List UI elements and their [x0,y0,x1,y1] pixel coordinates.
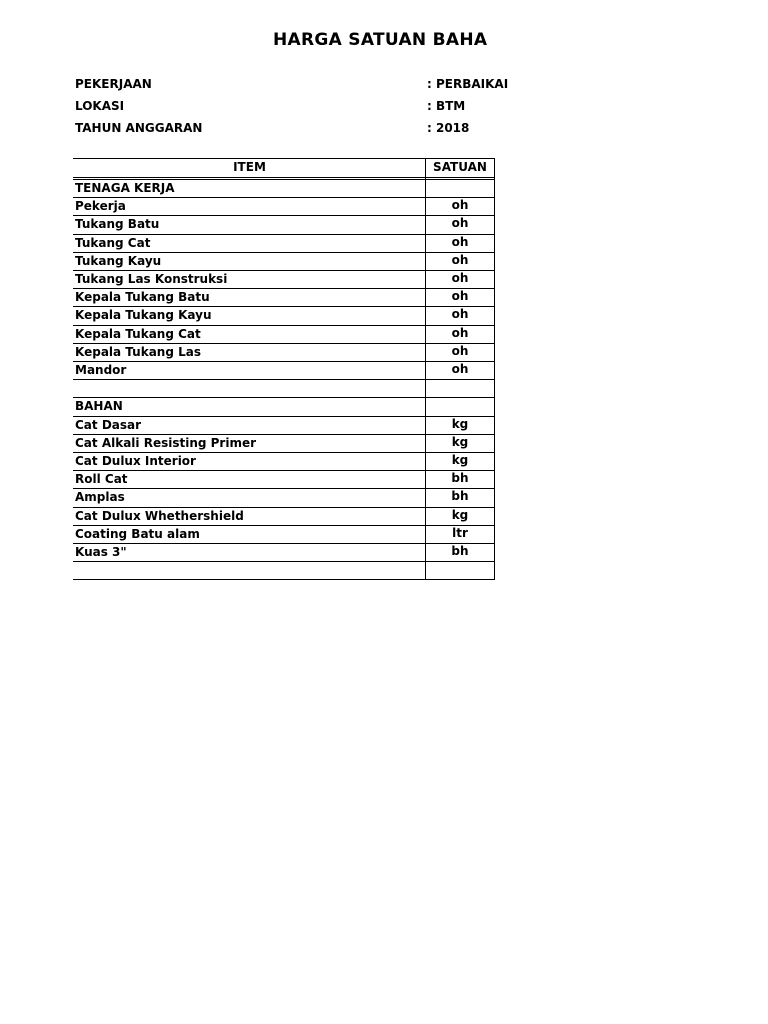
table-row-item: Tukang Las Konstruksi [75,272,228,286]
table-row-item: Cat Dulux Whethershield [75,508,244,523]
page-title: HARGA SATUAN BAHA [273,30,488,50]
table-row-unit: oh [451,216,469,231]
table-row-item: Cat Dulux Interior [75,454,196,468]
table-row-unit: kg [451,507,469,522]
meta-row-tahun-anggaran [0,121,494,139]
price-table [73,158,495,579]
header-bottom-border [73,177,495,178]
table-row-item: Cat Alkali Resisting Primer [75,435,257,450]
table-row-unit: oh [451,271,469,285]
table-row-item: Kepala Tukang Kayu [75,308,212,323]
meta-row-pekerjaan [0,77,509,95]
row-divider [73,379,495,380]
table-row-item: TENAGA KERJA [75,181,175,195]
meta-value: : PERBAIKAI [427,77,509,91]
table-row-item: BAHAN [75,399,123,414]
table-right-border [494,158,495,580]
table-row-item: Kepala Tukang Batu [75,290,210,305]
meta-label: PEKERJAAN [75,77,152,91]
table-row-item: Coating Batu alam [75,526,200,541]
meta-label: TAHUN ANGGARAN [75,121,203,135]
table-row-unit: bh [451,489,469,504]
table-row-unit: kg [451,416,469,431]
meta-label: LOKASI [75,99,125,113]
table-row-item: Roll Cat [75,472,128,487]
table-row-item: Kepala Tukang Cat [75,326,201,341]
table-row-unit: oh [451,289,469,304]
row-divider [73,579,495,580]
header-unit: SATUAN [433,160,487,174]
table-row-item: Pekerja [75,199,126,214]
row-divider [73,397,495,398]
table-row-unit: oh [451,362,469,376]
table-row-unit: ltr [452,525,468,540]
table-row-item: Amplas [75,490,125,505]
meta-row-lokasi [0,99,494,117]
table-row-unit: oh [451,343,469,358]
table-row-unit: kg [451,453,469,467]
header-double-border [73,179,495,180]
table-row-unit: oh [451,252,469,267]
table-row-item: Tukang Kayu [75,253,162,268]
table-row-unit: kg [451,434,469,449]
table-row-unit: oh [451,325,469,340]
table-row-unit: oh [451,234,469,249]
table-top-border [73,158,495,159]
table-row-unit: oh [451,307,469,322]
table-row-item: Kepala Tukang Las [75,344,201,359]
table-row-unit: oh [451,198,469,213]
table-row-item: Mandor [75,363,127,377]
table-row-unit: bh [451,471,469,486]
title-container [0,26,494,56]
table-row-item: Tukang Batu [75,217,160,232]
table-row-unit: bh [451,544,469,558]
header-item: ITEM [233,160,266,174]
table-row-item: Tukang Cat [75,235,151,250]
table-row-item: Kuas 3" [75,545,127,559]
meta-value: : 2018 [427,121,470,135]
row-divider [73,561,495,562]
table-row-item: Cat Dasar [75,417,142,432]
column-divider [425,158,426,580]
meta-value: : BTM [427,99,466,113]
